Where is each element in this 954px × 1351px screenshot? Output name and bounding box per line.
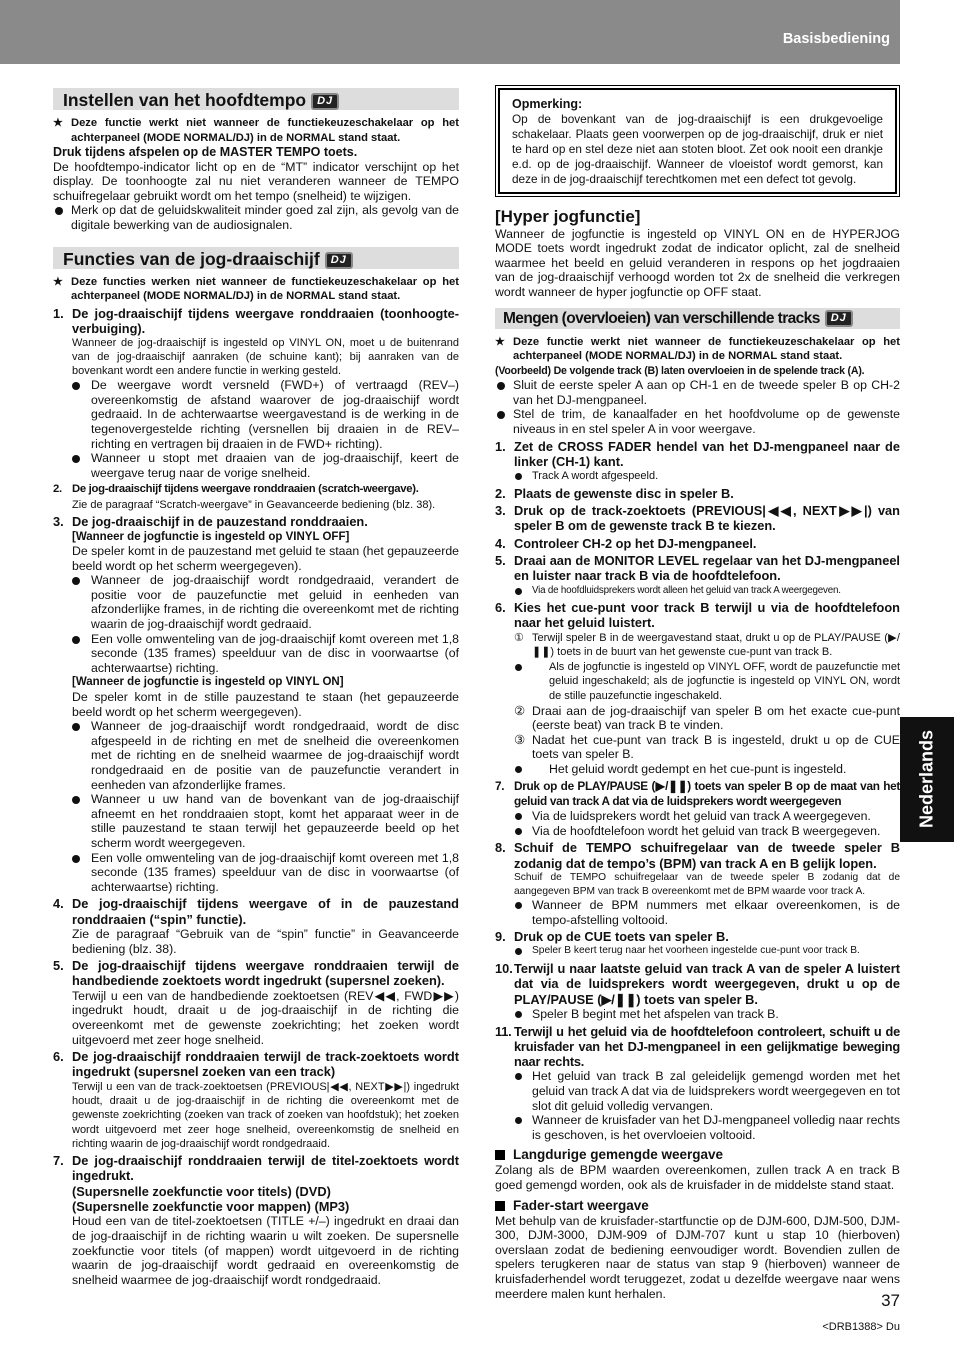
star-note: ★ Deze functies werken niet wanneer de functiekeuzeschakelaar op het achterpaneel (MODE NORMAL/DJ) in de NORMAL stand staat. [53, 275, 459, 304]
paragraph: De speler komt in de stille pauzestand te staan (het gepauzeerde beeld wordt op het scherm weergegeven). [72, 690, 459, 719]
paragraph: Zie de paragraaf “Scratch-weergave” in Geavanceerde bediening (blz. 38). [72, 498, 436, 511]
right-column [495, 88, 900, 1301]
subsection-heading: Langdurige gemengde weergave [495, 1146, 900, 1163]
bullet: De weergave wordt versneld (FWD+) of vertraagd (REV–) overeenkomstig de afstand waarover de jog-draaischijf wordt gedraaid. In de achterwaartse weergavestand is de werking in de tegenovergestelde richting (versnellen bij draaien in de REV– richting en vertragen bij draaien in de FWD+ richting). [53, 378, 459, 451]
bullet: Speler B keert terug naar het voorheen ingestelde cue-punt voor track B. [495, 944, 900, 959]
section-title: Basisbediening [782, 31, 890, 47]
section-heading-master-tempo: Instellen van het hoofdtempo DJ [53, 88, 459, 110]
page-number: 37 [881, 1291, 900, 1310]
note-text: Op de bovenkant van de jog-draaischijf is een drukgevoelige schakelaar. Plaats geen voorwerpen op de jog-draaischijf, druk er niet te hard op en stel deze niet aan stoten bloot. Zet ook nooit een drankje e.d. op de jog-draaischijf. Wanneer de vloeistof wordt gemorst, kan deze in de jog-draaischijf terechtkomen met een defect tot gevolg. [512, 112, 883, 186]
step-heading: 6. De jog-draaischijf ronddraaien terwijl de track-zoektoets wordt ingedrukt (supersnel zoeken van een track) [53, 1049, 459, 1080]
bullet: Wanneer de BPM nummers met elkaar overeenkomen, is de tempo-afstelling voltooid. [495, 898, 900, 927]
paragraph: Wanneer de jog-draaischijf is ingesteld op VINYL ON, moet u de buitenrand van de jog-draaischijf aanraken (de schuine kant); bij aanraken van de bovenkant wordt een andere functie in werking gesteld. [72, 337, 459, 378]
bullet: Speler B begint met het afspelen van track B. [495, 1007, 900, 1022]
paragraph: Zolang als de BPM waarden overeenkomen, zullen track A en track B goed gemengd worden, ook als de kruisfader in de middelste stand staat. [495, 1163, 900, 1193]
step-heading: 2. Plaats de gewenste disc in speler B. [495, 485, 734, 501]
step-heading: 11. Terwijl u het geluid via de hoofdtelefoon controleert, schuift u de kruisfader van het DJ-mengpaneel in een gelijkmatige beweging naar rechts. [495, 1023, 900, 1070]
paragraph: Zie de paragraaf “Gebruik van de “spin” functie” in Geavanceerde bediening (blz. 38). [72, 926, 459, 956]
step-heading: 1. Zet de CROSS FADER hendel van het DJ-mengpaneel naar de linker (CH-1) kant. [495, 438, 900, 469]
paragraph: Schuif de TEMPO schuifregelaar van de tweede speler B zodanig dat de aangegeven BPM van track B overeenkomt met de BPM waarde voor track A. [514, 872, 900, 897]
step-heading: 9. Druk op de CUE toets van speler B. [495, 929, 729, 945]
paragraph: Wanneer de jogfunctie is ingesteld op VINYL ON en de HYPERJOG MODE toets wordt ingedrukt zodat de indicator oplicht, zal de snelheid waarmee het beeld en geluid veranderen in respons op het jogdraaien van de jog-draaischijf verhoogd worden tot 2x de snelheid die verkregen wordt wanneer de hyper jogfunctie op OFF staat. [495, 226, 900, 299]
bullet: Wanneer de jog-draaischijf wordt rondgedraaid, wordt de disc afgespeeld in de richting en met de snelheid die overeenkomen met de richting en de snelheid waarmee de jog-draaischijf wordt rondgedraaid en de positie van de pauzefunctie verandert in eenheden van afzonderlijke frames. [53, 719, 459, 792]
sub-step: ① Terwijl speler B in de weergavestand staat, drukt u op de PLAY/PAUSE (▶/❚❚) toets in de buurt van het gewenste cue-punt van track B. [514, 631, 900, 659]
paragraph: Met behulp van de kruisfader-startfunctie op de DJM-600, DJM-500, DJM-300, DJM-3000, DJM-909 of DJM-707 kunt u stap 10 (hierboven) overslaan zodat de bediening eenvoudiger wordt. Bovendien zullen de spelers terugkeren naar de status van stap 9 (hierboven) wanneer de kruisfaderhendel wordt teruggezet, zodat u dezelfde weergave naar wens meerdere malen kunt herhalen. [495, 1213, 900, 1301]
step-heading: 7. De jog-draaischijf ronddraaien terwijl de titel-zoektoets wordt ingedrukt. (Supersnelle zoekfunctie voor titels) (DVD) (Supersnelle zoekfunctie voor mappen) (MP3) [53, 1153, 459, 1215]
note-title: Opmerking: [512, 97, 583, 111]
step-heading: 3. De jog-draaischijf in de pauzestand ronddraaien. [53, 514, 368, 530]
language-tab: Nederlands [900, 717, 954, 842]
step-heading: 2. De jog-draaischijf tijdens weergave ronddraaien (scratch-weergave). [53, 483, 419, 496]
sub-step: ③ Nadat het cue-punt van track B is ingesteld, drukt u op de CUE toets van speler B. [514, 732, 900, 762]
dj-badge: DJ [325, 252, 353, 269]
sub-heading: [Wanneer de jogfunctie is ingesteld op VINYL OFF] [72, 530, 350, 543]
step-heading: 3. Druk op de track-zoektoets (PREVIOUS|◀◀, NEXT▶▶|) van speler B om de gewenste track B te kiezen. [495, 503, 900, 534]
step-heading: 10. Terwijl u naar laatste geluid van track A van de speler A luistert dat via de luidsprekers wordt weergegeven, drukt u op de PLAY/PAUSE (▶/❚❚) toets van speler B. [495, 961, 900, 1007]
bullet: Via de luidsprekers wordt het geluid van track A weergegeven. [495, 809, 900, 824]
subsection-heading: Fader-start weergave [495, 1197, 900, 1214]
bullet: Merk op dat de geluidskwaliteit minder goed zal zijn, als gevolg van de digitale bewerking van de audiosignalen. [53, 203, 459, 232]
bullet: Wanneer de kruisfader van het DJ-mengpaneel volledig naar rechts is geschoven, is het overvloeien voltooid. [495, 1113, 900, 1142]
step-heading: 5. Draai aan de MONITOR LEVEL regelaar van het DJ-mengpaneel en luister naar track B via de hoofdtelefoon. [495, 552, 900, 584]
paragraph: Houd een van de titel-zoektoetsen (TITLE +/–) ingedrukt en draai dan de jog-draaischijf in de richting waarin u wilt zoeken. De supersnelle zoekfunctie voor titels (of mappen) wordt uitgevoerd in de richting waarin de jog-draaischijf wordt gedraaid en overeenkomstig de snelheid waarmee de jog-draaischijf wordt rondgedraaid. [72, 1214, 459, 1287]
step-heading: 8. Schuif de TEMPO schuifregelaar van de tweede speler B zodanig dat de tempo’s (BPM) van track A en B gelijk lopen. [495, 840, 900, 871]
header-bar [0, 0, 900, 64]
bullet: Een volle omwenteling van de jog-draaischijf komt overeen met 1,8 seconde (135 frames) speelduur van de disc in voorwaartse (of achterwaartse) richting. [53, 632, 459, 676]
step-heading: 7. Druk op de PLAY/PAUSE (▶/❚❚) toets van speler B op de maat van het geluid van track A dat via de luidsprekers wordt weergegeven [495, 778, 900, 808]
star-note: ★ Deze functie werkt niet wanneer de functiekeuzeschakelaar op het achterpaneel (MODE NORMAL/DJ) in de NORMAL stand staat. [495, 335, 900, 364]
left-column [53, 88, 459, 1287]
document-code: <DRB1388> Du [822, 1321, 900, 1333]
bullet: Via de hoofdtelefoon wordt het geluid van track B weergegeven. [495, 824, 900, 839]
sub-step: ② Draai aan de jog-draaischijf van speler B om het exacte cue-punt (eerste beat) van track B te vinden. [514, 703, 900, 733]
note-box [498, 88, 897, 194]
bullet: Sluit de eerste speler A aan op CH-1 en de tweede speler B op CH-2 van het DJ-mengpaneel. [495, 378, 900, 407]
bullet: Als de jogfunctie is ingesteld op VINYL OFF, wordt de pauzefunctie met geluid ingeschakeld; als de jogfunctie is ingesteld op VINYL ON, wordt de stille pauzefunctie ingeschakeld. [495, 660, 900, 704]
bullet: Wanneer u stopt met draaien van de jog-draaischijf, keert de weergave terug naar de vorige snelheid. [53, 451, 459, 480]
bullet: Een volle omwenteling van de jog-draaischijf komt overeen met 1,8 seconde (135 frames) speelduur van de disc in voorwaartse (of achterwaartse) richting. [53, 851, 459, 895]
step-heading: 4. De jog-draaischijf tijdens weergave of in de pauzestand ronddraaien (“spin” functie). [53, 896, 459, 927]
bullet: Via de hoofdluidsprekers wordt alleen het geluid van track A weergegeven. [495, 584, 900, 599]
bullet: Wanneer de jog-draaischijf wordt rondgedraaid, verandert de positie voor de pauzefunctie met geluid in eenheden van afzonderlijke frames, in de richting die overeenkomt met de richting waarin de jog-draaischijf wordt gedraaid. [53, 573, 459, 631]
section-heading-jog-dial: Functies van de jog-draaischijf DJ [53, 247, 459, 269]
star-note: ★ Deze functie werkt niet wanneer de functiekeuzeschakelaar op het achterpaneel (MODE NORMAL/DJ) in de NORMAL stand staat. [53, 116, 459, 145]
sub-heading: [Wanneer de jogfunctie is ingesteld op VINYL ON] [72, 676, 344, 689]
bullet: Het geluid van track B zal geleidelijk gemengd worden met het geluid van track A dat via de luidsprekers wordt weergegeven en tot slot dit geluid volledig vervangen. [495, 1069, 900, 1113]
step-heading: 6. Kies het cue-punt voor track B terwijl u via de hoofdtelefoon naar het geluid luistert. [495, 600, 900, 631]
step-heading: 5. De jog-draaischijf tijdens weergave ronddraaien terwijl de handbediende zoektoets wordt ingedrukt (supersnel zoeken). [53, 958, 459, 989]
bullet: Track A wordt afgespeeld. [495, 469, 900, 484]
paragraph: De speler komt in de pauzestand met geluid te staan (het gepauzeerde beeld wordt op het scherm weergegeven). [72, 544, 459, 573]
dj-badge: DJ [825, 310, 853, 327]
hyper-jog-heading: [Hyper jogfunctie] [495, 207, 641, 226]
paragraph: Terwijl u een van de handbediende zoektoetsen (REV◀◀, FWD▶▶) ingedrukt houdt, draait u de jog-draaischijf in de richting die overeenkomt met de gewenste zoekrichting; het zoeken wordt uitgevoerd met zeer hoge snelheid. [72, 988, 459, 1047]
bullet: Het geluid wordt gedempt en het cue-punt is ingesteld. [495, 762, 900, 777]
paragraph: Terwijl u een van de track-zoektoetsen (PREVIOUS|◀◀, NEXT▶▶|) ingedrukt houdt, draait u de jog-draaischijf in de richting die overeenkomt met de gewenste zoekrichting (zoeken van track of zoeken van hoofdstuk); het zoeken wordt uitgevoerd met zeer hoge snelheid, overeenkomstig de snelheid en richting waarin de jog-draaischijf wordt rondgedraaid. [72, 1080, 459, 1150]
instruction: Druk tijdens afspelen op de MASTER TEMPO toets. [53, 145, 358, 159]
paragraph: De hoofdtempo-indicator licht op en de “MT” indicator verschijnt op het display. De toonhoogte zal nu niet veranderen wanneer de TEMPO schuifregelaar gebruikt wordt om het tempo (snelheid) te wijzigen. [53, 159, 459, 203]
bullet: Wanneer u uw hand van de bovenkant van de jog-draaischijf afneemt en het ronddraaien stopt, komt het apparaat weer in de stille pauzestand te staan terwijl het gepauzeerde beeld op het scherm wordt weergegeven. [53, 792, 459, 850]
step-heading: 4. Controleer CH-2 op het DJ-mengpaneel. [495, 535, 757, 551]
section-heading-mixing: Mengen (overvloeien) van verschillende tracks DJ [495, 308, 900, 329]
bullet: Stel de trim, de kanaalfader en het hoofdvolume op de gewenste niveaus in en stel speler A in voor weergave. [495, 407, 900, 436]
example-line: (Voorbeeld) De volgende track (B) laten overvloeien in de spelende track (A). [495, 364, 865, 377]
dj-badge: DJ [311, 93, 339, 110]
step-heading: 1. De jog-draaischijf tijdens weergave ronddraaien (toonhoogte-verbuiging). [53, 305, 459, 336]
